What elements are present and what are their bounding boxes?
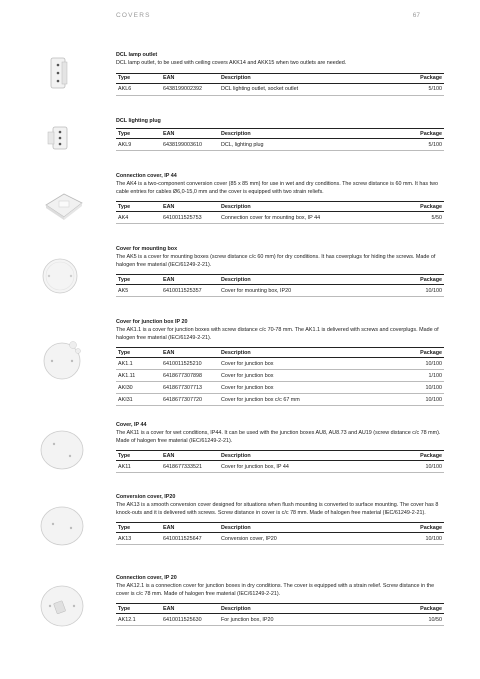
section-description: The AK4 is a two-component conversion cover (85 x 85 mm) for use in wet and dry conditions. The screw distance is 60 mm. It has two cable entries for cables Ø6,0-15,0 mm and the cover is equipped with two strain reliefs. — [116, 181, 438, 195]
cell-description: Cover for junction box — [219, 370, 356, 382]
section-title: Connection cover, IP 44 — [116, 173, 177, 179]
table-row — [116, 461, 444, 473]
col-package: Package — [356, 73, 444, 83]
cell-description: Connection cover for mounting box, IP 44 — [219, 212, 356, 224]
cell-package: 10/100 — [356, 394, 444, 406]
section-title: Cover, IP 44 — [116, 422, 147, 428]
col-ean: EAN — [161, 604, 219, 614]
col-package: Package — [356, 202, 444, 212]
cell-description: Cover for junction box, IP 44 — [219, 461, 356, 473]
cell-ean: 6418677307898 — [161, 370, 219, 382]
connection-cover-ip44-image — [42, 191, 86, 221]
page-number: 67 — [412, 12, 420, 19]
table-row — [116, 358, 444, 370]
table-row — [116, 382, 444, 394]
cell-type: AKL9 — [116, 139, 161, 151]
cell-package: 10/100 — [356, 382, 444, 394]
cell-package: 5/50 — [356, 212, 444, 224]
section-title: DCL lighting plug — [116, 118, 161, 124]
cell-type: AKL6 — [116, 83, 161, 95]
cell-description: Cover for junction box c/c 67 mm — [219, 394, 356, 406]
col-description: Description — [219, 523, 356, 533]
cell-ean: 6410011525630 — [161, 614, 219, 626]
section-title: Connection cover, IP 20 — [116, 575, 177, 581]
col-type: Type — [116, 202, 161, 212]
section-description: DCL lamp outlet, to be used with ceiling covers AKK14 and AKK15 when two outlets are needed. — [116, 60, 347, 66]
product-table — [116, 347, 444, 406]
col-description: Description — [219, 202, 356, 212]
lighting-plug-image — [44, 124, 78, 154]
cell-type: AK4 — [116, 212, 161, 224]
col-ean: EAN — [161, 523, 219, 533]
section-description: The AK12.1 is a connection cover for junction boxes in dry conditions. The cover is equipped with a strain relief. Screw distance in the cover is c/c 78 mm. Made of halogen free material (IEC/61249-2-21). — [116, 583, 435, 597]
col-description: Description — [219, 604, 356, 614]
table-row — [116, 394, 444, 406]
cell-type: AK12.1 — [116, 614, 161, 626]
col-type: Type — [116, 451, 161, 461]
mounting-box-cover-image — [40, 256, 80, 296]
section-description: The AK5 is a cover for mounting boxes (screw distance c/c 60 mm) for dry conditions. It has coverplugs for hiding the screws. Made of halogen free material (IEC/61249-2-21). — [116, 254, 436, 268]
cell-ean: 6410011525753 — [161, 212, 219, 224]
table-row — [116, 285, 444, 297]
cell-description: DCL, lighting plug — [219, 139, 356, 151]
col-description: Description — [219, 348, 356, 358]
product-table — [116, 522, 444, 545]
section-title: Cover for junction box IP 20 — [116, 319, 188, 325]
table-row — [116, 614, 444, 626]
junction-box-cover-image — [40, 337, 84, 381]
cell-package: 10/100 — [356, 358, 444, 370]
lamp-outlet-image — [44, 56, 78, 90]
table-row — [116, 212, 444, 224]
cell-ean: 6410011525647 — [161, 533, 219, 545]
section-description: The AK1.1 is a cover for junction boxes with screw distance c/c 70-78 mm. The AK1.1 is delivered with screws and coverplugs. Made of halogen free material (IEC/61249-2-21). — [116, 327, 439, 341]
cell-type: AK1.11 — [116, 370, 161, 382]
col-type: Type — [116, 523, 161, 533]
col-ean: EAN — [161, 202, 219, 212]
col-package: Package — [356, 451, 444, 461]
product-table — [116, 603, 444, 626]
product-table — [116, 128, 444, 151]
cell-ean: 6438199002392 — [161, 83, 219, 95]
section-title: Conversion cover, IP20 — [116, 494, 176, 500]
cell-description: For junction box, IP20 — [219, 614, 356, 626]
cover-ip44-image — [38, 428, 86, 472]
cell-package: 10/50 — [356, 614, 444, 626]
col-type: Type — [116, 604, 161, 614]
table-row — [116, 139, 444, 151]
section-title: Cover for mounting box — [116, 246, 178, 252]
col-description: Description — [219, 451, 356, 461]
cell-ean: 6418677307720 — [161, 394, 219, 406]
col-ean: EAN — [161, 129, 219, 139]
col-package: Package — [356, 604, 444, 614]
col-package: Package — [356, 348, 444, 358]
product-table — [116, 274, 444, 297]
cell-description: DCL lighting outlet, socket outlet — [219, 83, 356, 95]
col-type: Type — [116, 348, 161, 358]
conversion-cover-image — [38, 504, 86, 548]
cell-package: 5/100 — [356, 83, 444, 95]
col-ean: EAN — [161, 275, 219, 285]
section-description: The AK11 is a cover for wet conditions, IP44. It can be used with the junction boxes AU8, AU8.73 and AU19 (screw distance c/c 78 mm). Made of halogen free material (IEC/61249-2-21). — [116, 430, 441, 444]
col-package: Package — [356, 275, 444, 285]
cell-description: Conversion cover, IP20 — [219, 533, 356, 545]
col-package: Package — [356, 523, 444, 533]
col-ean: EAN — [161, 73, 219, 83]
section-title: DCL lamp outlet — [116, 52, 158, 58]
cell-type: AKI30 — [116, 382, 161, 394]
cell-description: Cover for junction box — [219, 358, 356, 370]
table-row — [116, 83, 444, 95]
product-table — [116, 73, 444, 96]
cell-type: AK5 — [116, 285, 161, 297]
cell-type: AKI31 — [116, 394, 161, 406]
col-package: Package — [356, 129, 444, 139]
col-description: Description — [219, 73, 356, 83]
cell-type: AK1.1 — [116, 358, 161, 370]
product-table — [116, 450, 444, 473]
cell-package: 10/100 — [356, 285, 444, 297]
cell-package: 1/100 — [356, 370, 444, 382]
product-table — [116, 201, 444, 224]
col-ean: EAN — [161, 451, 219, 461]
cell-ean: 6410011525357 — [161, 285, 219, 297]
col-description: Description — [219, 129, 356, 139]
cell-type: AK13 — [116, 533, 161, 545]
cell-description: Cover for mounting box, IP20 — [219, 285, 356, 297]
cell-package: 5/100 — [356, 139, 444, 151]
cell-type: AK11 — [116, 461, 161, 473]
col-type: Type — [116, 275, 161, 285]
connection-cover-ip20-image — [38, 583, 86, 629]
col-type: Type — [116, 129, 161, 139]
table-row — [116, 370, 444, 382]
cell-package: 10/100 — [356, 461, 444, 473]
cell-ean: 6418677333521 — [161, 461, 219, 473]
cell-ean: 6418677307713 — [161, 382, 219, 394]
cell-package: 10/100 — [356, 533, 444, 545]
col-type: Type — [116, 73, 161, 83]
cell-description: Cover for junction box — [219, 382, 356, 394]
col-ean: EAN — [161, 348, 219, 358]
col-description: Description — [219, 275, 356, 285]
cell-ean: 6438199003610 — [161, 139, 219, 151]
section-description: The AK13 is a smooth conversion cover designed for situations when flush mounting is converted to surface mounting. The cover has 8 knock-outs and it is delivered with screws. Screw distance in cover is c/c 78 mm. Made of halogen free material (IEC/61249-2-21). — [116, 502, 439, 516]
page-section-title: COVERS — [116, 12, 151, 19]
table-row — [116, 533, 444, 545]
cell-ean: 6410011525210 — [161, 358, 219, 370]
